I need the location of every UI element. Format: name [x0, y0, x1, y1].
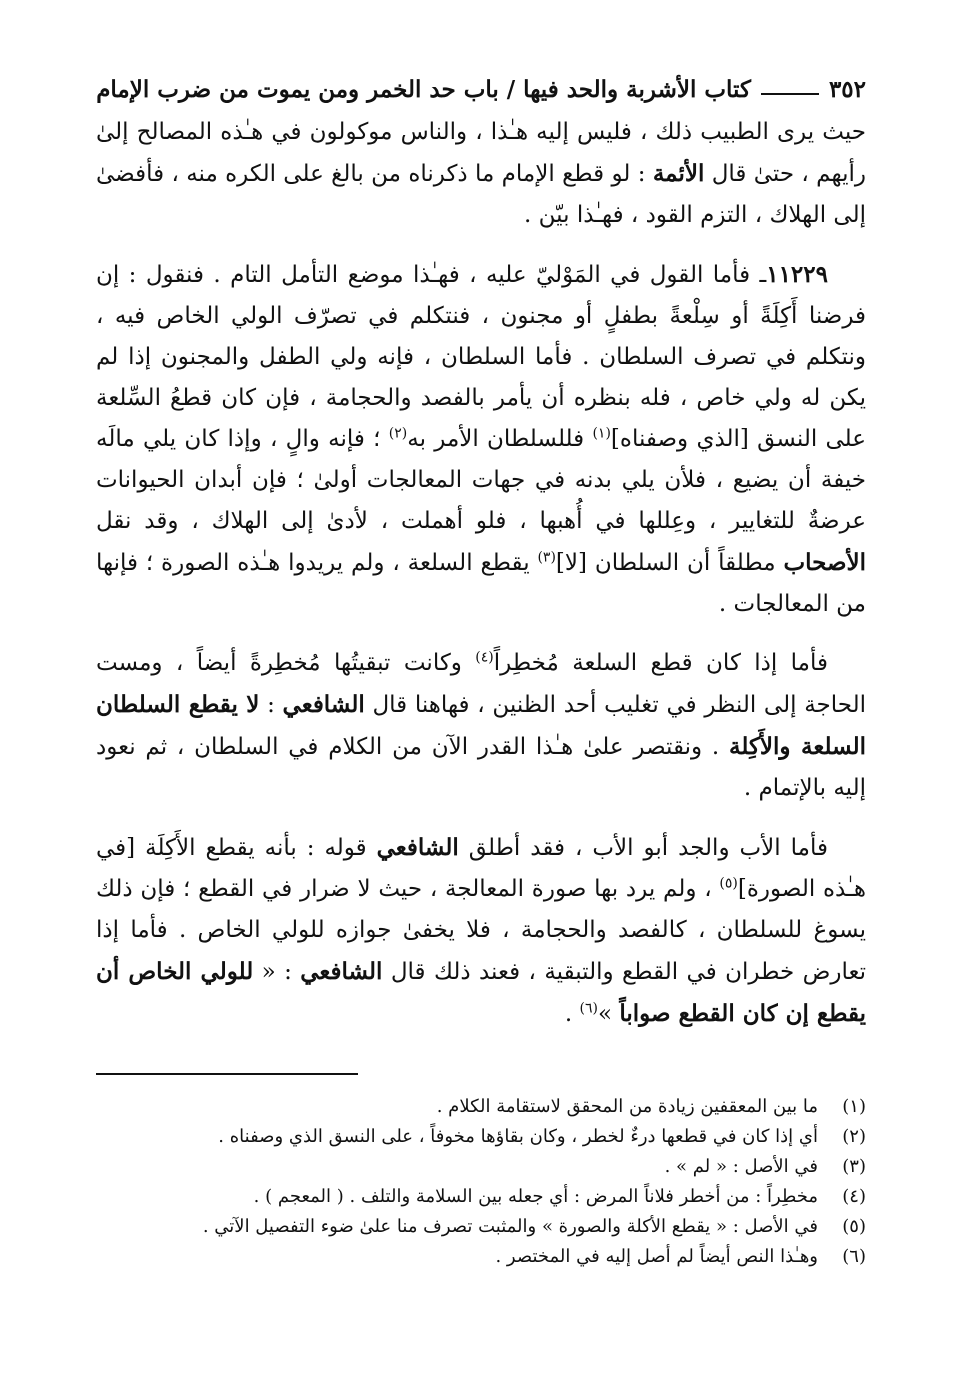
footnote-ref[interactable]: (٥)	[719, 875, 738, 892]
footnotes	[96, 1092, 866, 1272]
footnote-separator	[96, 1073, 358, 1075]
bold-quote: لا يقطع السلطان السلعة والأَكِلة	[96, 691, 866, 760]
footnote	[96, 1122, 866, 1152]
footnote-text: أي إذا كان في قطعها درءٌ لخطر ، وكان بقاؤها مخوفاً ، على النسق الذي وصفناه .	[218, 1126, 818, 1147]
footnote-number: (٣)	[842, 1156, 866, 1177]
page-number: ٣٥٢	[828, 76, 866, 103]
bold-term: الأصحاب	[783, 549, 866, 576]
footnote-text: في الأصل : « لم » .	[664, 1156, 818, 1177]
paragraph-4: فأما الأب والجد أبو الأب ، فقد أطلق الشافعي قوله : بأنه يقطع الأَكِلَة [في هـٰذه الصورة]$^{(٥)}$ ، ولم يرد بها صورة المعالجة ، حيث لا ضرار في القطع ؛ فإن ذلك يسوغ للسلطان ، كالفصد والحجامة ، فلا يخفىٰ جوازه للولي الخاص . فأما إذا تعارض خطران في القطع والتبقية ، فعند ذلك قال الشافعي : « للولي الخاص أن يقطع إن كان القطع صواباً »$^{(٦)}$ .	[96, 834, 866, 1027]
footnote-text: مخطِراً : من أخطر فلاناً المرض : أي جعله بين السلامة والتلف . ( المعجم ) .	[253, 1186, 818, 1207]
footnote-ref[interactable]: (١)	[592, 425, 611, 442]
bold-term: الأئمة	[652, 160, 705, 187]
bold-term: الشافعي	[282, 691, 365, 718]
footnote-ref[interactable]: (٤)	[475, 649, 494, 666]
footnote-text: وهـٰذا النص أيضاً لم أصل إليه في المختصر .	[495, 1246, 818, 1267]
footnote-number: (١)	[842, 1096, 866, 1117]
footnote-text: ما بين المعقفين زيادة من المحقق لاستقامة الكلام .	[436, 1096, 818, 1117]
bold-term: الشافعي	[300, 958, 383, 985]
running-header	[96, 70, 866, 110]
footnote-ref[interactable]: (٣)	[537, 549, 556, 566]
footnote-number: (٤)	[842, 1186, 866, 1207]
footnote-number: (٢)	[842, 1126, 866, 1147]
paragraph-1: حيث يرى الطبيب ذلك ، فليس إليه هـٰذا ، والناس موكولون في هـٰذه المصالح إلىٰ رأيهم ، حتىٰ قال الأئمة : لو قطع الإمام ما ذكرناه من بالغ على الكره منه ، فأفضىٰ إلى الهلاك ، التزم القود ، فهـٰذا بيّن .	[96, 119, 866, 228]
page-body	[96, 70, 866, 1053]
footnote-ref[interactable]: (٢)	[388, 425, 408, 442]
footnote-number: (٥)	[842, 1216, 866, 1237]
header-rule	[761, 93, 819, 95]
header-title: كتاب الأشربة والحد فيها / باب حد الخمر ومن يموت من ضرب الإمام	[96, 76, 751, 103]
section-number: ١١٢٢٩	[766, 261, 828, 288]
footnote	[96, 1092, 866, 1122]
footnote-number: (٦)	[842, 1246, 866, 1267]
footnote	[96, 1152, 866, 1182]
paragraph-3: فأما إذا كان قطع السلعة مُخطِراً$^{(٤)}$ وكانت تبقيتُها مُخطِرةً أيضاً ، ومست الحاجة إلى النظر في تغليب أحد الظنين ، فهاهنا قال الشافعي : لا يقطع السلطان السلعة والأَكِلة . ونقتصر علىٰ هـٰذا القدر الآن من الكلام في السلطان ، ثم نعود إليه بالإتمام .	[96, 649, 867, 801]
footnote-ref[interactable]: (٦)	[579, 1000, 598, 1017]
footnote	[96, 1212, 866, 1242]
bold-quote: للولي الخاص أن يقطع إن كان القطع صواباً	[96, 958, 866, 1027]
footnote	[96, 1242, 866, 1272]
footnote-text: في الأصل : « يقطع الأكلة والصورة » والمثبت تصرف منا علىٰ ضوء التفصيل الآتي .	[202, 1216, 818, 1237]
footnote	[96, 1182, 866, 1212]
paragraph-2: ١١٢٢٩ـ فأما القول في المَوْليّ عليه ، فهـٰذا موضع التأمل التام . فنقول : إن فرضنا أَكِلَةً أو سِلْعةً بطفلٍ أو مجنون ، فنتكلم في تصرّف الولي الخاص فيه ، ونتكلم في تصرف السلطان . فأما السلطان ، فإنه ولي الطفل والمجنون إذا لم يكن له ولي خاص ، فله بنظره أن يأمر بالفصد والحجامة ، فإن كان قطعُ السِّلعة على النسق [الذي وصفناه]$^{(١)}$ فللسلطان الأمر به$^{(٢)}$ ؛ فإنه والٍ ، وإذا كان يلي مالَه خيفة أن يضيع ، فلأن يلي بدنه في جهات المعالجات أولىٰ ؛ فإن أبدان الحيوانات عرضةٌ للتغايير ، وعِللها في أُهبها ، فلو أهملت ، لأدىٰ إلى الهلاك ، وقد نقل الأصحاب مطلقاً أن السلطان [لا]$^{(٣)}$ يقطع السلعة ، ولم يريدوا هـٰذه الصورة ؛ فإنها من المعالجات .	[96, 261, 867, 617]
bold-term: الشافعي	[376, 834, 459, 861]
